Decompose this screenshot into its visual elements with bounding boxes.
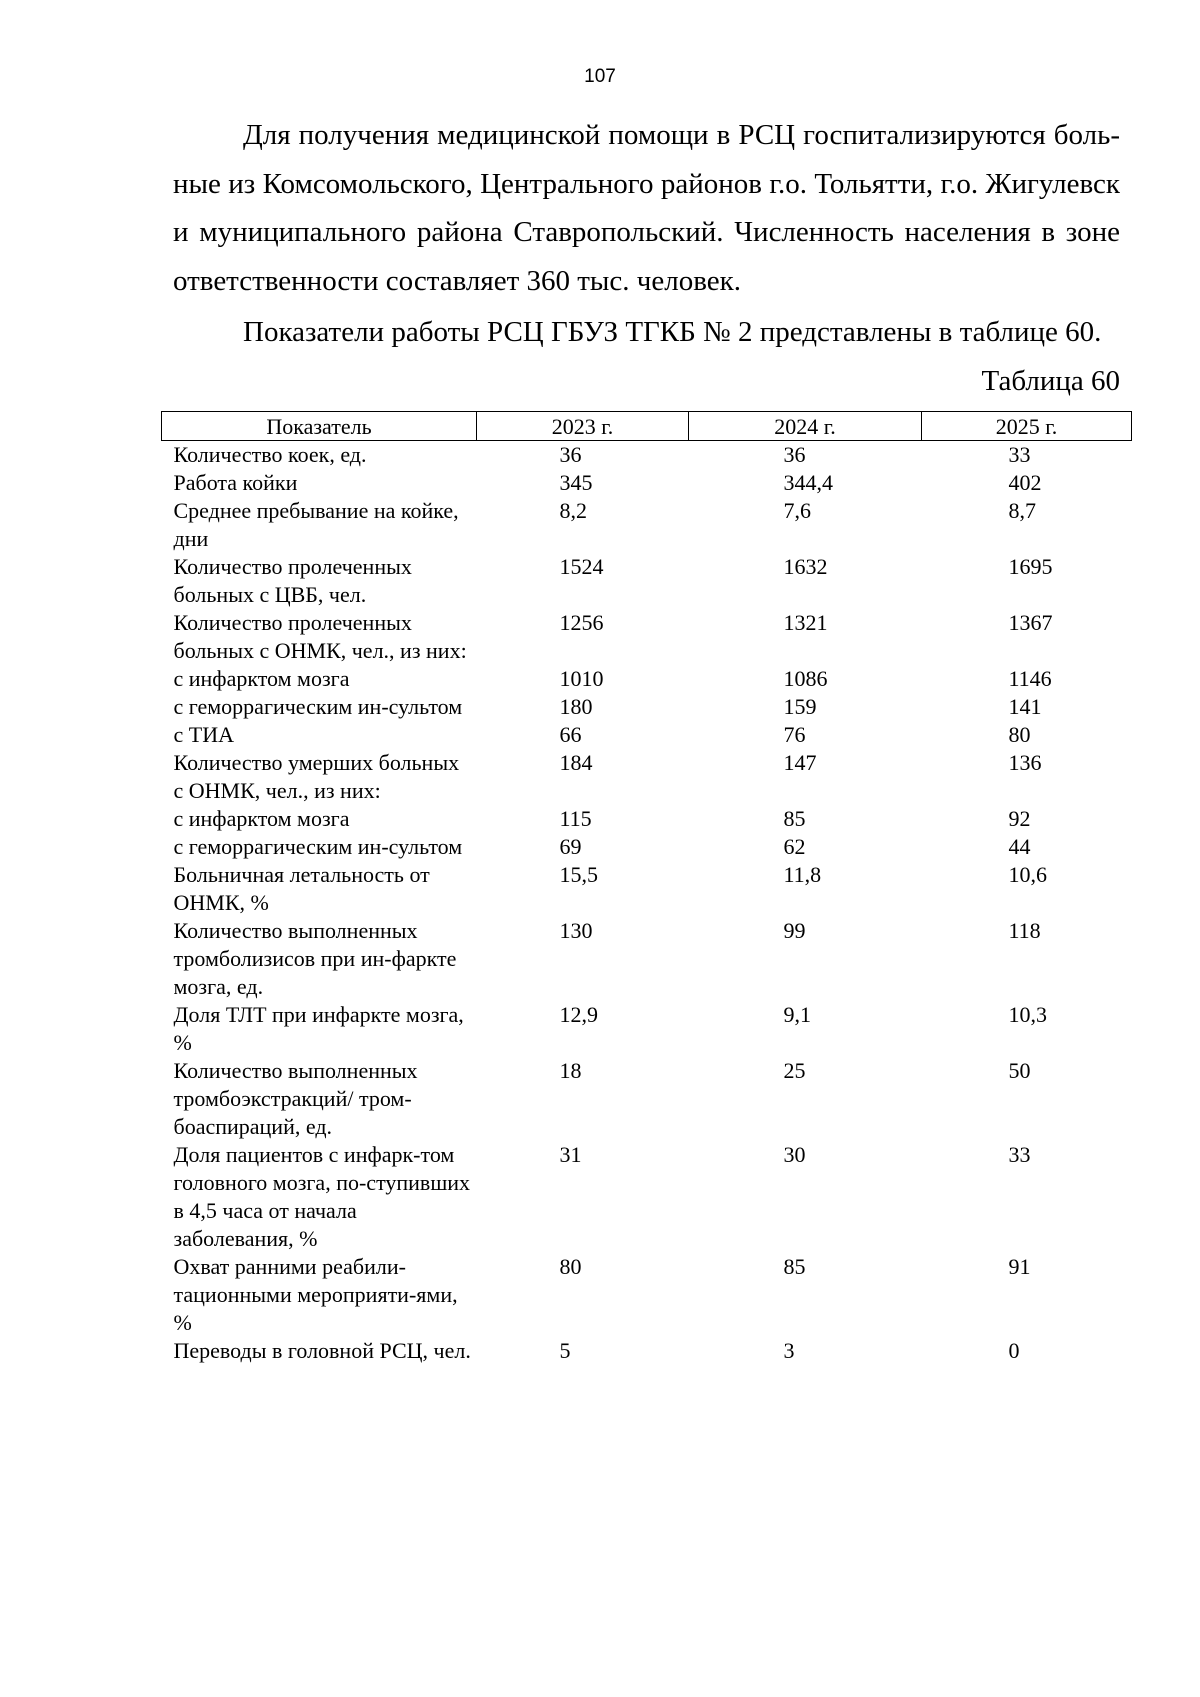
value-2024: 85 xyxy=(783,1254,806,1279)
value-2024: 36 xyxy=(783,442,806,467)
value-2024: 344,4 xyxy=(783,470,833,495)
indicator-label: Количество выполненных тромбоэкстракций/ тром-боаспираций, ед. xyxy=(173,1058,418,1139)
value-2025: 91 xyxy=(1008,1254,1031,1279)
value-2024: 11,8 xyxy=(783,862,822,887)
table-row xyxy=(162,497,1132,553)
value-2025: 50 xyxy=(1008,1058,1031,1083)
value-2024: 9,1 xyxy=(783,1002,811,1027)
value-2023: 1256 xyxy=(559,610,604,635)
value-2023: 1524 xyxy=(559,554,604,579)
indicator-label: Количество пролеченных больных с ЦВБ, чел. xyxy=(173,554,412,607)
value-2024: 7,6 xyxy=(783,498,811,523)
value-2025: 44 xyxy=(1008,834,1031,859)
value-2023: 1010 xyxy=(559,666,604,691)
value-2023: 5 xyxy=(559,1338,571,1363)
value-2024: 1632 xyxy=(783,554,828,579)
indicator-label: с инфарктом мозга xyxy=(173,806,350,831)
value-2024: 99 xyxy=(783,918,806,943)
table-row xyxy=(162,1141,1132,1253)
value-2024: 25 xyxy=(783,1058,806,1083)
table-row xyxy=(162,1337,1132,1365)
table-row xyxy=(162,1253,1132,1337)
table-row xyxy=(162,469,1132,497)
value-2023: 36 xyxy=(559,442,582,467)
indicator-label: Доля пациентов с инфарк-том головного мозга, по-ступивших в 4,5 часа от начала заболевания, % xyxy=(173,1142,471,1251)
value-2024: 62 xyxy=(783,834,806,859)
table-row xyxy=(162,693,1132,721)
indicator-label: Количество выполненных тромболизисов при ин-фаркте мозга, ед. xyxy=(173,918,457,999)
indicator-label: Охват ранними реабили-тационными мероприяти-ями, % xyxy=(173,1254,458,1335)
value-2023: 80 xyxy=(559,1254,582,1279)
value-2025: 33 xyxy=(1008,1142,1031,1167)
table-row xyxy=(162,861,1132,917)
table-row xyxy=(162,721,1132,749)
table-row xyxy=(162,553,1132,609)
value-2023: 184 xyxy=(559,750,593,775)
intro-paragraph: Для получения медицинской помощи в РСЦ госпитализируются боль-ные из Комсомольского, Центрального районов г.о. Тольятти, г.о. Жигулевск и муниципального района Ставропольский. Численность населения в зоне ответственности составляет 360 тыс. человек. xyxy=(173,119,1120,297)
value-2023: 66 xyxy=(559,722,582,747)
header-2024: 2024 г. xyxy=(689,412,922,441)
value-2023: 115 xyxy=(559,806,592,831)
table-row xyxy=(162,917,1132,1001)
value-2025: 118 xyxy=(1008,918,1041,943)
value-2024: 1086 xyxy=(783,666,828,691)
value-2024: 85 xyxy=(783,806,806,831)
indicators-table xyxy=(161,411,1132,1365)
value-2024: 1321 xyxy=(783,610,828,635)
table-row xyxy=(162,749,1132,805)
header-2025: 2025 г. xyxy=(922,412,1132,441)
indicator-label: Среднее пребывание на койке, дни xyxy=(173,498,459,551)
indicator-label: Количество пролеченных больных с ОНМК, чел., из них: xyxy=(173,610,467,663)
value-2023: 8,2 xyxy=(559,498,587,523)
value-2025: 33 xyxy=(1008,442,1031,467)
value-2025: 92 xyxy=(1008,806,1031,831)
value-2025: 1695 xyxy=(1008,554,1053,579)
value-2024: 159 xyxy=(783,694,817,719)
value-2025: 1367 xyxy=(1008,610,1053,635)
table-row xyxy=(162,805,1132,833)
value-2025: 10,6 xyxy=(1008,862,1047,887)
value-2025: 8,7 xyxy=(1008,498,1036,523)
table-header-row xyxy=(162,412,1132,441)
indicator-label: Количество коек, ед. xyxy=(173,442,367,467)
table-reference-paragraph: Показатели работы РСЦ ГБУЗ ТГКБ № 2 представлены в таблице 60. xyxy=(243,316,1102,348)
value-2025: 141 xyxy=(1008,694,1042,719)
value-2025: 0 xyxy=(1008,1338,1020,1363)
value-2024: 147 xyxy=(783,750,817,775)
page-number: 107 xyxy=(584,66,616,87)
value-2025: 10,3 xyxy=(1008,1002,1047,1027)
value-2023: 15,5 xyxy=(559,862,598,887)
value-2024: 3 xyxy=(783,1338,795,1363)
table-row xyxy=(162,609,1132,665)
header-2023: 2023 г. xyxy=(477,412,689,441)
table-row xyxy=(162,1001,1132,1057)
value-2024: 76 xyxy=(783,722,806,747)
table-row xyxy=(162,441,1132,470)
value-2025: 136 xyxy=(1008,750,1042,775)
value-2024: 30 xyxy=(783,1142,806,1167)
indicator-label: с геморрагическим ин-сультом xyxy=(173,694,463,719)
header-indicator: Показатель xyxy=(162,412,477,441)
indicator-label: Работа койки xyxy=(173,470,298,495)
indicator-label: с геморрагическим ин-сультом xyxy=(173,834,463,859)
indicator-label: Переводы в головной РСЦ, чел. xyxy=(173,1338,471,1363)
value-2023: 69 xyxy=(559,834,582,859)
value-2023: 345 xyxy=(559,470,593,495)
indicator-label: Количество умерших больных с ОНМК, чел., из них: xyxy=(173,750,460,803)
value-2025: 1146 xyxy=(1008,666,1052,691)
value-2025: 80 xyxy=(1008,722,1031,747)
value-2023: 130 xyxy=(559,918,593,943)
value-2023: 31 xyxy=(559,1142,582,1167)
value-2023: 12,9 xyxy=(559,1002,598,1027)
table-caption: Таблица 60 xyxy=(981,365,1120,397)
indicator-label: с инфарктом мозга xyxy=(173,666,350,691)
table-row xyxy=(162,1057,1132,1141)
indicator-label: Больничная летальность от ОНМК, % xyxy=(173,862,430,915)
indicator-label: Доля ТЛТ при инфаркте мозга, % xyxy=(173,1002,464,1055)
value-2023: 18 xyxy=(559,1058,582,1083)
value-2023: 180 xyxy=(559,694,593,719)
table-row xyxy=(162,665,1132,693)
indicator-label: с ТИА xyxy=(173,722,234,747)
table-row xyxy=(162,833,1132,861)
value-2025: 402 xyxy=(1008,470,1042,495)
